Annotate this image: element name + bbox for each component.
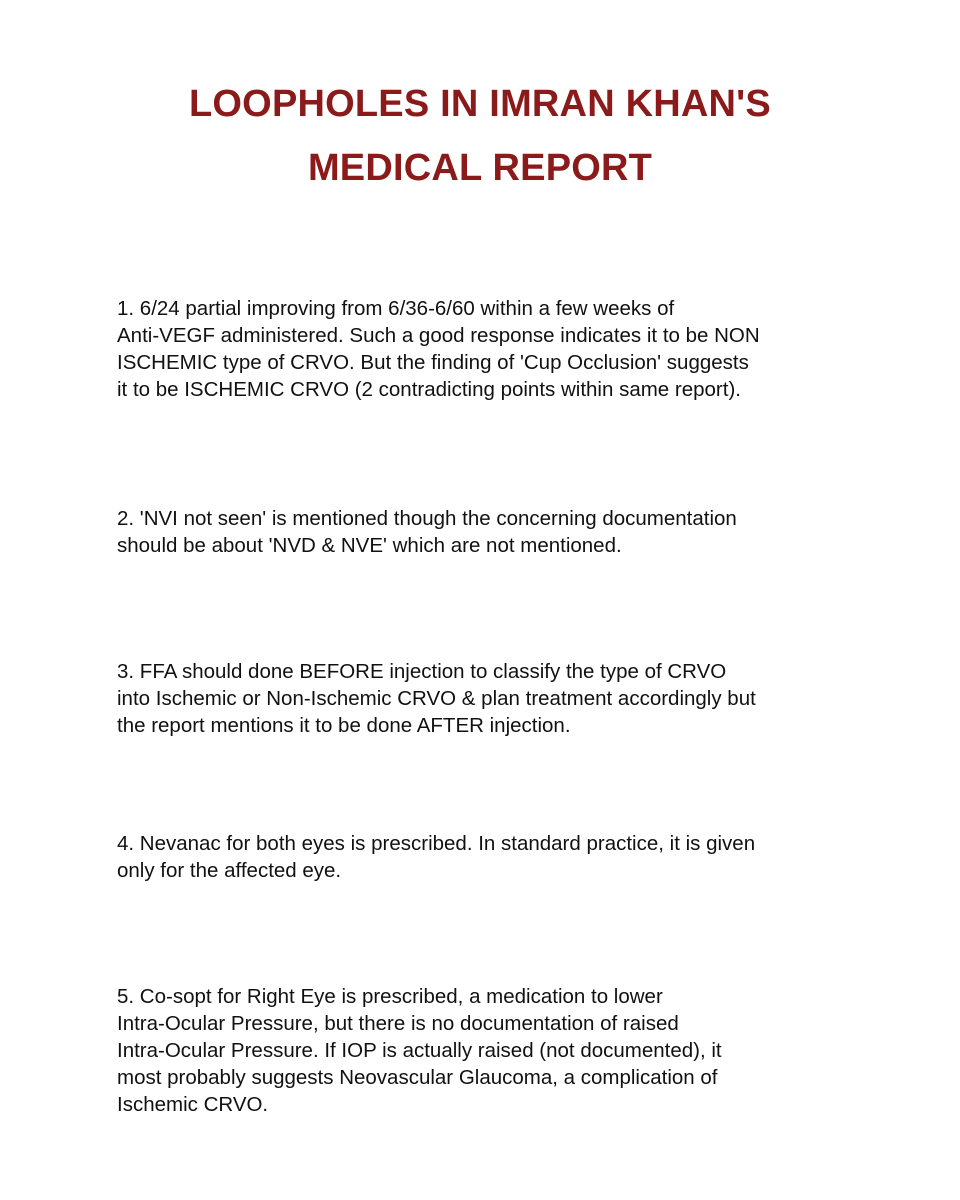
text-line: only for the affected eye. [117, 859, 342, 882]
text-line: 4. Nevanac for both eyes is prescribed. In standard practice, it is given [117, 832, 756, 855]
title-line: LOOPHOLES IN IMRAN KHAN'S [189, 83, 771, 125]
text-line: should be about 'NVD & NVE' which are not mentioned. [117, 534, 622, 557]
point-3-paragraph [117, 658, 857, 739]
text-line: the report mentions it to be done AFTER injection. [117, 714, 571, 737]
text-line: into Ischemic or Non-Ischemic CRVO & plan treatment accordingly but [117, 687, 756, 710]
text-line: 2. 'NVI not seen' is mentioned though the concerning documentation [117, 507, 737, 530]
point-5-paragraph [117, 983, 857, 1118]
text-line: 1. 6/24 partial improving from 6/36-6/60 within a few weeks of [117, 297, 675, 320]
text-line: Intra-Ocular Pressure, but there is no documentation of raised [117, 1012, 679, 1035]
point-4-paragraph [117, 830, 857, 884]
text-line: 3. FFA should done BEFORE injection to classify the type of CRVO [117, 660, 727, 683]
text-line: 5. Co-sopt for Right Eye is prescribed, a medication to lower [117, 985, 663, 1008]
text-line: Intra-Ocular Pressure. If IOP is actually raised (not documented), it [117, 1039, 722, 1062]
text-line: Anti-VEGF administered. Such a good response indicates it to be NON [117, 324, 760, 347]
text-line: ISCHEMIC type of CRVO. But the finding of 'Cup Occlusion' suggests [117, 351, 749, 374]
point-1-paragraph [117, 295, 857, 403]
text-line: it to be ISCHEMIC CRVO (2 contradicting points within same report). [117, 378, 741, 401]
point-2-paragraph [117, 505, 857, 559]
text-line: most probably suggests Neovascular Glaucoma, a complication of [117, 1066, 718, 1089]
text-line: Ischemic CRVO. [117, 1093, 269, 1116]
page-title [0, 72, 960, 200]
title-line: MEDICAL REPORT [307, 147, 653, 189]
